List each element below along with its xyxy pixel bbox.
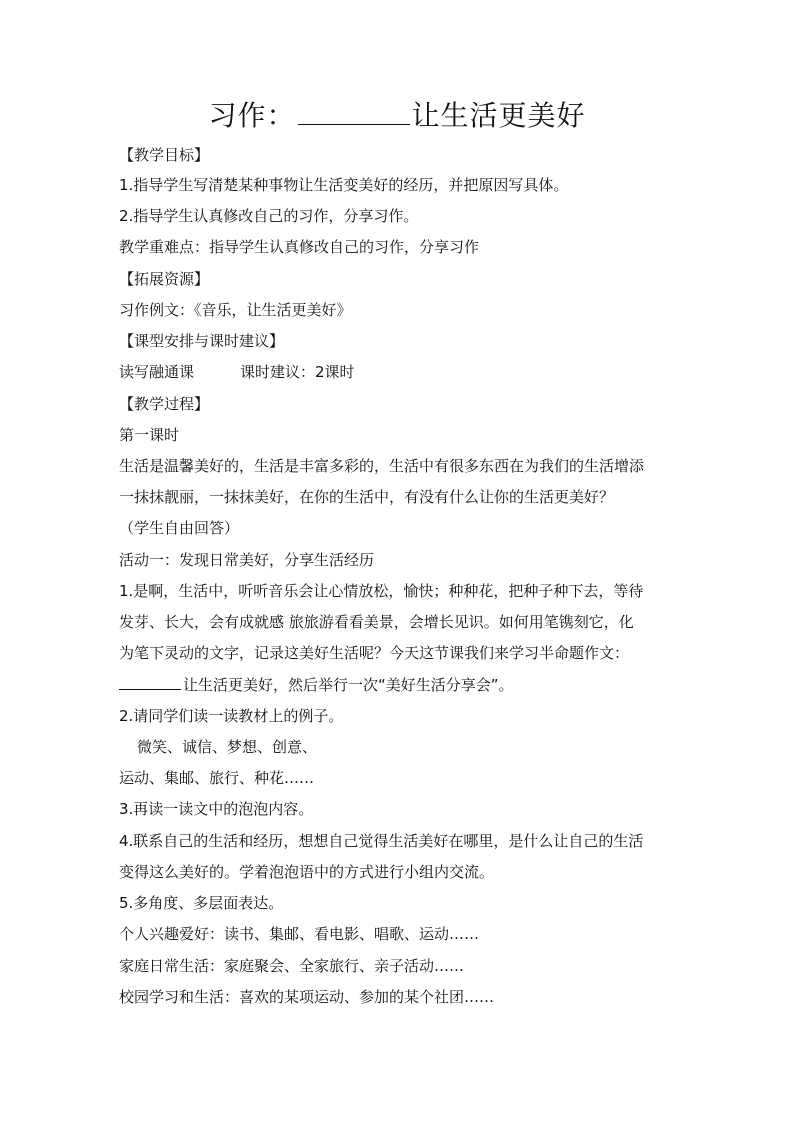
title-suffix: 让生活更美好 [411,99,586,132]
paragraph-1-line-4 [119,674,679,696]
student-answer: （学生自由回答） [119,519,240,537]
example-text: 习作例文：《音乐，让生活更美好》 [119,301,352,319]
intro-line-2: 一抹抹靓丽，一抹抹美好，在你的生活中，有没有什么让你的生活更美好？ [119,488,615,506]
title-blank [298,96,410,125]
objective-2: 2.指导学生认真修改自己的习作，分享习作。 [119,207,419,225]
school-line: 校园学习和生活：喜欢的某项运动、参加的某个社团…… [119,988,495,1006]
schedule-row [119,361,679,383]
course-type: 读写融通课 [119,363,195,381]
examples-line-1: 微笑、诚信、梦想、创意、 [137,738,318,756]
examples-line-2: 运动、集邮、旅行、种花…… [119,769,315,787]
process-heading: 【教学过程】 [119,395,210,413]
paragraph-5: 5.多角度、多层面表达。 [119,894,284,912]
paragraph-1-line-3: 为笔下灵动的文字，记录这美好生活呢？今天这节课我们来学习半命题作文： [119,644,630,662]
paragraph-2: 2.请同学们读一读教材上的例子。 [119,707,344,725]
hobbies-line: 个人兴趣爱好：读书、集邮、看电影、唱歌、运动…… [119,925,480,943]
key-points: 教学重难点：指导学生认真修改自己的习作，分享习作 [119,238,480,256]
paragraph-1-line-1: 1.是啊，生活中，听听音乐会让心情放松，愉快；种种花，把种子种下去，等待 [119,582,644,600]
page-title [0,96,794,136]
paragraph-1-line-4-text: 让生活更美好，然后举行一次“美好生活分享会”。 [183,676,514,694]
activity-1: 活动一：发现日常美好，分享生活经历 [119,551,375,569]
intro-line-1: 生活是温馨美好的，生活是丰富多彩的，生活中有很多东西在为我们的生活增添 [119,457,645,475]
hours-suggestion: 课时建议：2课时 [240,363,355,381]
paragraph-4-line-2: 变得这么美好的。学着泡泡语中的方式进行小组内交流。 [119,863,495,881]
paragraph-3: 3.再读一读文中的泡泡内容。 [119,800,314,818]
title-prefix: 习作： [208,99,296,132]
paragraph-1-line-2: 发芽、长大，会有成就感 旅旅游看看美景，会增长见识。如何用笔镌刻它，化 [119,613,634,631]
paragraph-4-line-1: 4.联系自己的生活和经历，想想自己觉得生活美好在哪里，是什么让自己的生活 [119,832,644,850]
resources-heading: 【拓展资源】 [119,270,210,288]
fill-in-blank [119,675,181,690]
objective-1: 1.指导学生写清楚某种事物让生活变美好的经历，并把原因写具体。 [119,176,569,194]
first-lesson: 第一课时 [119,426,180,444]
schedule-heading: 【课型安排与课时建议】 [119,332,285,350]
objectives-heading: 【教学目标】 [119,146,210,164]
family-line: 家庭日常生活：家庭聚会、全家旅行、亲子活动…… [119,957,465,975]
